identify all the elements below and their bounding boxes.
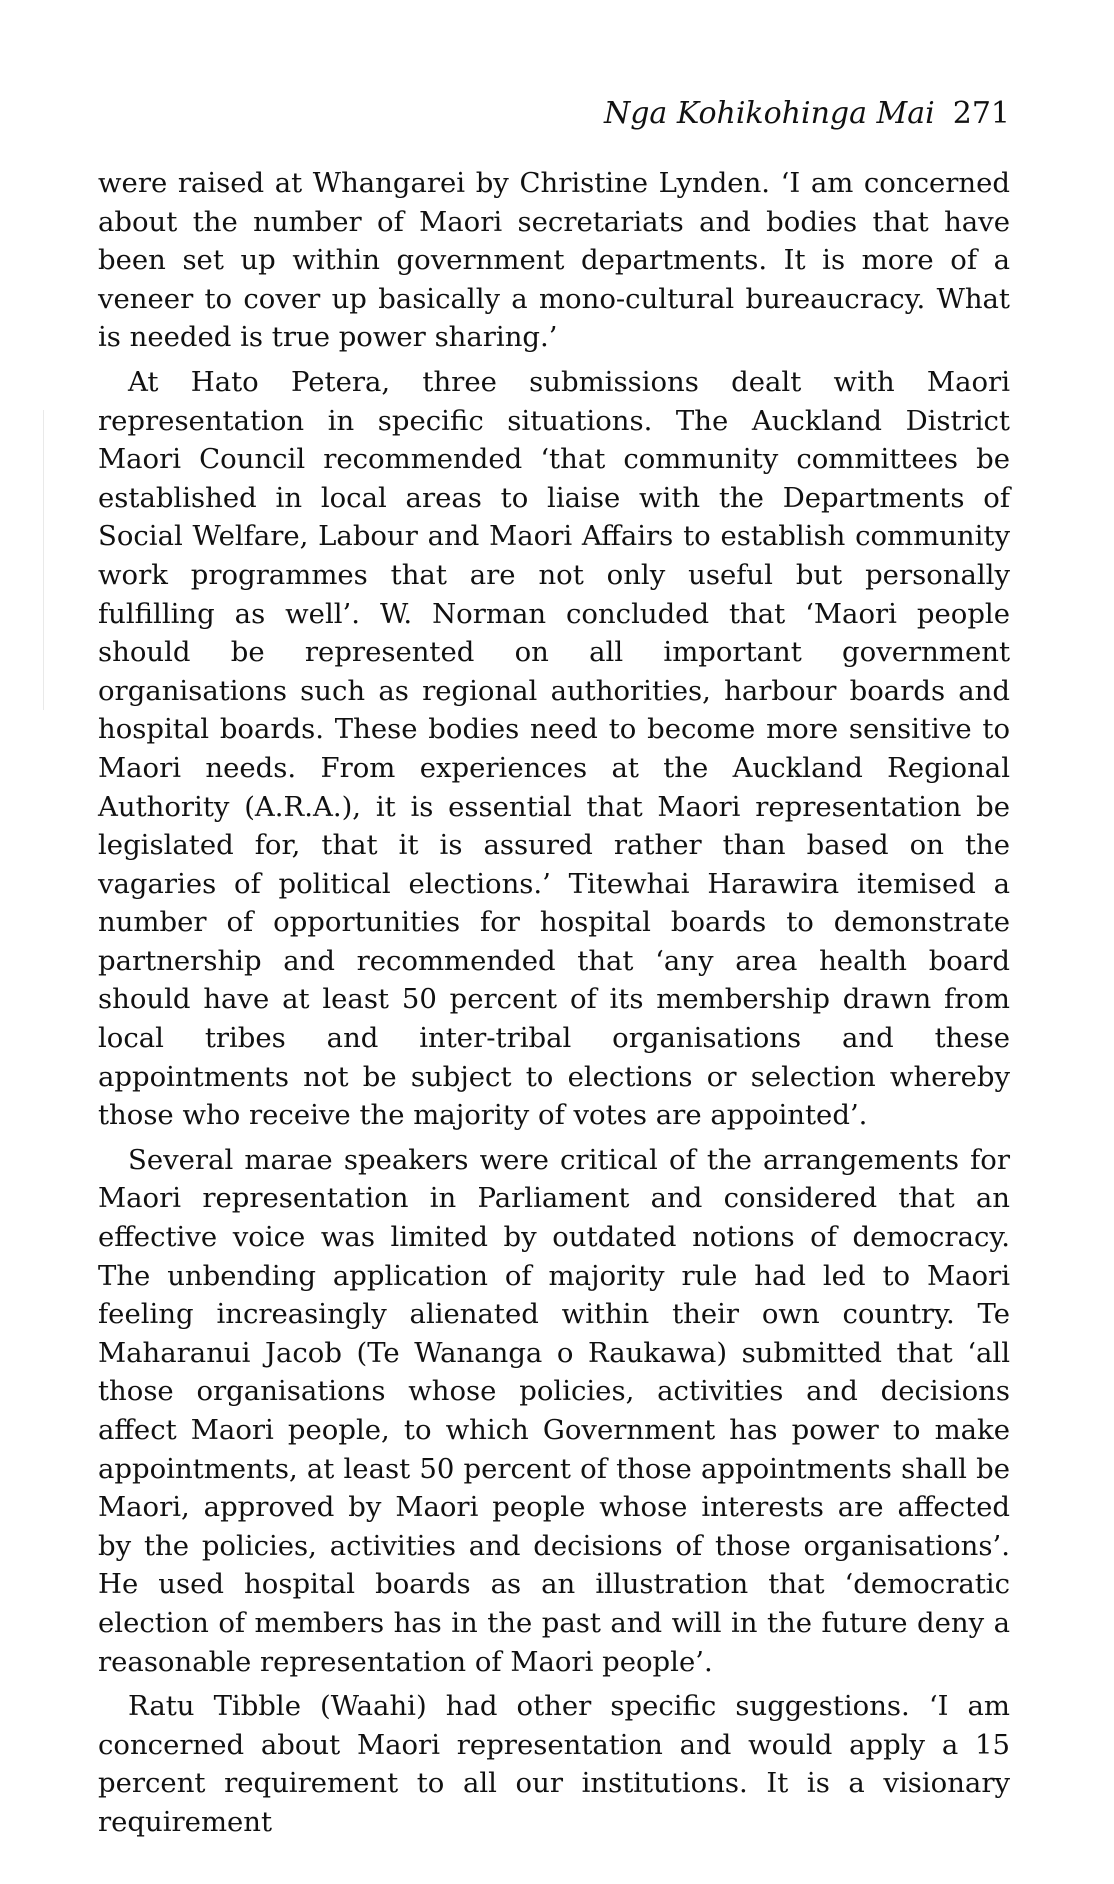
body-text <box>98 164 1010 1842</box>
paragraph-hato-petera: At Hato Petera, three submissions dealt with Maori representation in specific situations. The Auckland District Maori Council recommended ‘that community committees be established in local areas to liaise with the Departments of Social Welfare, Labour and Maori Affairs to establish community work programmes that are not only useful but personally fulfilling as well’. W. Norman concluded that ‘Maori people should be represented on all important government organisations such as regional authorities, harbour boards and hospital boards. These bodies need to become more sensitive to Maori needs. From experiences at the Auckland Regional Authority (A.R.A.), it is essential that Maori representation be legislated for, that it is assured rather than based on the vagaries of political elections.’ Titewhai Harawira itemised a number of opportunities for hospital boards to demonstrate partnership and recommended that ‘any area health board should have at least 50 percent of its membership drawn from local tribes and inter-tribal organisations and these appointments not be subject to elections or selection whereby those who receive the majority of votes are appointed’. <box>98 365 1010 1132</box>
paragraph-continued: were raised at Whangarei by Christine Lynden. ‘I am concerned about the number of Maori secretariats and bodies that have been set up within government departments. It is more of a veneer to cover up basically a mono-cultural bureaucracy. What is needed is true power sharing.’ <box>98 167 1010 354</box>
scan-margin-mark <box>43 410 44 710</box>
page-number: 271 <box>952 96 1010 131</box>
running-head <box>98 96 1010 136</box>
paragraph-marae-speakers: Several marae speakers were critical of the arrangements for Maori representation in Parliament and considered that an effective voice was limited by outdated notions of democracy. The unbending application of majority rule had led to Maori feeling increasingly alienated within their own country. Te Maharanui Jacob (Te Wananga o Raukawa) submitted that ‘all those organisations whose policies, activities and decisions affect Maori people, to which Government has power to make appointments, at least 50 percent of those appointments shall be Maori, approved by Maori people whose interests are affected by the policies, activities and decisions of those organisations’. He used hospital boards as an illustration that ‘democratic election of members has in the past and will in the future deny a reasonable representation of Maori people’. <box>98 1143 1010 1678</box>
running-head-title: Nga Kohikohinga Mai <box>603 96 935 131</box>
paragraph-ratu-tibble: Ratu Tibble (Waahi) had other specific suggestions. ‘I am concerned about Maori representation and would apply a 15 percent requirement to all our institutions. It is a visionary requirement <box>98 1690 1010 1838</box>
